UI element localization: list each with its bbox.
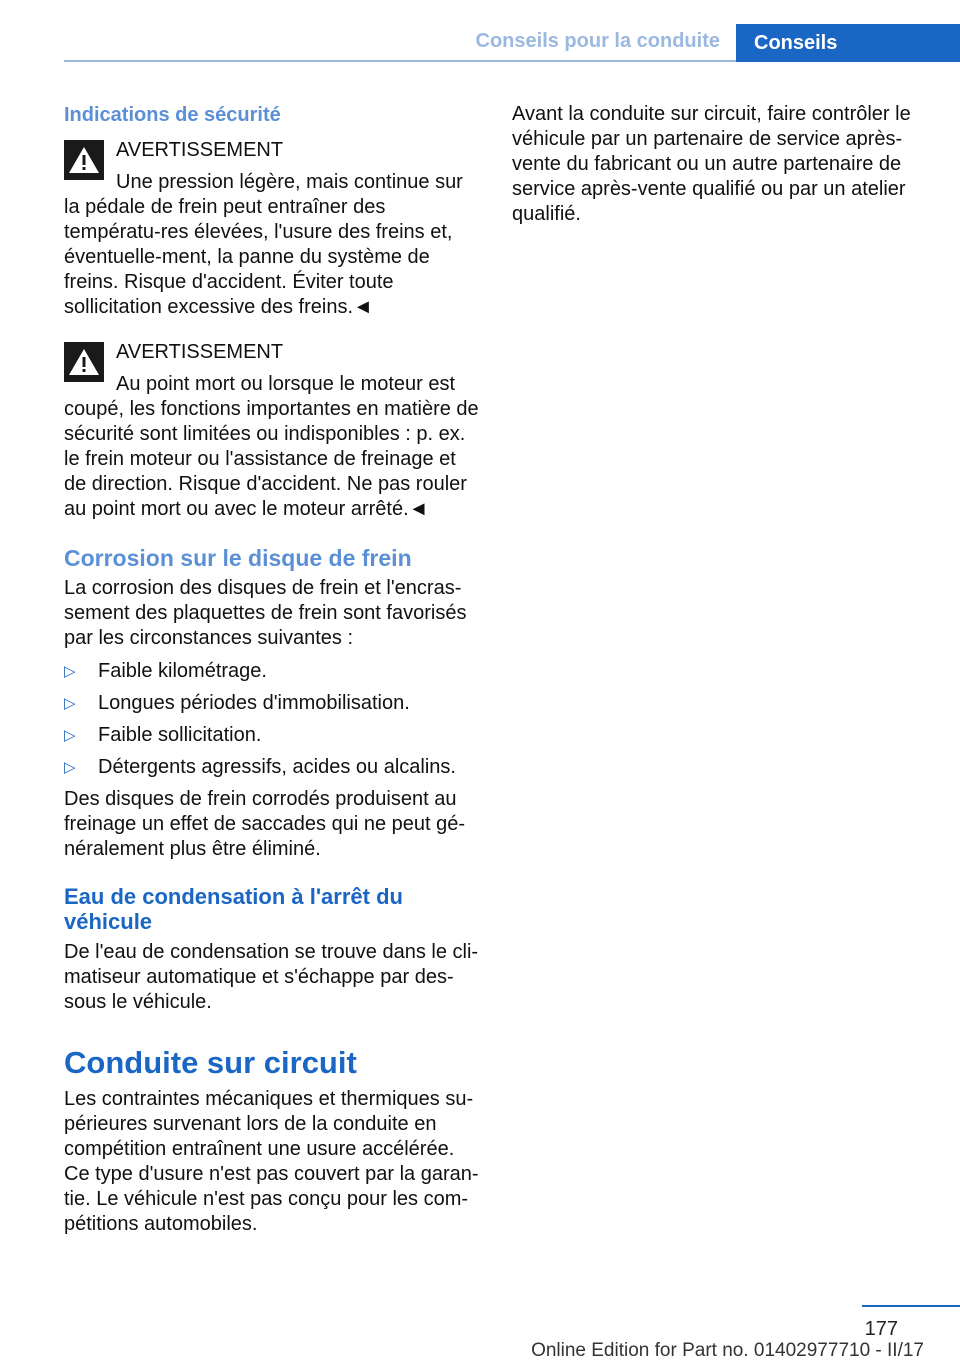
warning-text: Une pression légère, mais continue sur la pédale de frein peut entraîner des températu-res élevées, l'usure des freins et, éventuelle-ment, la panne du système de freins. Risque d'accident. Éviter toute sollicitation excessive des freins.◄ xyxy=(64,171,463,318)
triangle-bullet-icon: ▷ xyxy=(64,663,76,680)
list-item: ▷ Faible sollicitation. xyxy=(64,724,262,746)
circuit-text: Les contraintes mécaniques et thermiques su-périeures survenant lors de la conduite en compétition entraînent une usure accélérée. Ce type d'usure n'est pas couvert par la garan-tie. Le véhicule n'est pas conçu pour les com-pétitions automobiles. xyxy=(64,1088,479,1235)
footer-edition: Online Edition for Part no. 01402977710 - II/17 xyxy=(531,1340,924,1361)
warning-title: AVERTISSEMENT xyxy=(116,341,284,363)
header-section-title: Conseils pour la conduite xyxy=(475,30,720,52)
list-item: ▷ Faible kilométrage. xyxy=(64,660,267,682)
right-column xyxy=(512,102,922,227)
corrosion-intro: La corrosion des disques de frein et l'encras-sement des plaquettes de frein sont favorisés par les circonstances suivantes : xyxy=(64,577,467,649)
footer-rule xyxy=(862,1305,960,1307)
warning-text: Au point mort ou lorsque le moteur est coupé, les fonctions importantes en matière de sécurité sont limitées ou indisponibles : p. ex. le frein moteur ou l'assistance de freinage et de direction. Risque d'accident. Ne pas rouler au point mort ou avec le moteur arrêté.◄ xyxy=(64,373,479,520)
warning-block xyxy=(64,340,482,522)
header-chapter-tab: Conseils xyxy=(736,24,960,62)
circuit-heading: Conduite sur circuit xyxy=(64,1045,357,1080)
left-column xyxy=(64,102,482,1237)
page-number: 177 xyxy=(864,1318,898,1340)
warning-block xyxy=(64,138,482,320)
warning-triangle-icon xyxy=(64,342,104,382)
condensation-heading: Eau de condensation à l'arrêt du véhicule xyxy=(64,884,403,934)
list-item: ▷ Longues périodes d'immobilisation. xyxy=(64,692,410,714)
triangle-bullet-icon: ▷ xyxy=(64,695,76,712)
list-item: ▷ Détergents agressifs, acides ou alcalins. xyxy=(64,756,456,778)
corrosion-outro: Des disques de frein corrodés produisent au freinage un effet de saccades qui ne peut gé-néralement plus être éliminé. xyxy=(64,788,466,860)
corrosion-bullet-list xyxy=(64,659,482,780)
triangle-bullet-icon: ▷ xyxy=(64,759,76,776)
circuit-text-continued: Avant la conduite sur circuit, faire contrôler le véhicule par un partenaire de service après-vente du fabricant ou un autre partenaire de service après-vente qualifié ou par un atelier qualifié. xyxy=(512,103,911,225)
corrosion-heading: Corrosion sur le disque de frein xyxy=(64,545,412,571)
condensation-text: De l'eau de condensation se trouve dans le cli-matiseur automatique et s'échappe par des-sous le véhicule. xyxy=(64,941,479,1013)
warning-title: AVERTISSEMENT xyxy=(116,139,284,161)
warning-triangle-icon xyxy=(64,140,104,180)
triangle-bullet-icon: ▷ xyxy=(64,727,76,744)
safety-heading: Indications de sécurité xyxy=(64,104,281,126)
